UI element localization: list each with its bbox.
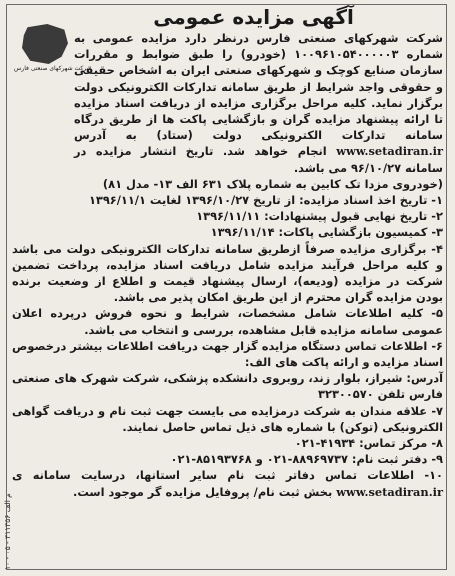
item-9: ۹- دفتر ثبت نام: ۸۸۹۶۹۷۳۷-۰۲۱ و ۸۵۱۹۳۷۶۸-۰۲۱ [170, 452, 443, 467]
ad-body [12, 30, 443, 500]
item-8: ۸- مرکز تماس: ۴۱۹۳۴-۰۲۱ [294, 436, 443, 451]
item-7: ۷- علاقه مندان به شرکت درمزایده می بایست جهت ثبت نام و دریافت گواهی الکترونیکی (توکن) با شماره های ذیل تماس حاصل نمایند. [12, 403, 443, 434]
address-line: آدرس: شیراز، بلوار زند، روبروی دانشکده پزشکی، شرکت شهرک های صنعتی فارس تلفن ۳۲۳۰۰۵۷۰ [12, 371, 443, 402]
side-reference-code: م الف ۳۱۱۳۵۶ - ۰۵ - ۱۰ [3, 493, 12, 570]
logo-caption: شرکت شهرکهای صنعتی فارس [14, 65, 92, 72]
item-3: ۳- کمیسیون بازگشایی پاکات: ۱۳۹۶/۱۱/۱۴ [210, 225, 443, 240]
item-10-text: ۱۰- اطلاعات تماس دفاتر ثبت نام سایر استانها، درسایت سامانه ی [12, 468, 443, 483]
intro-tail: انجام خواهد شد. تاریخ انتشار مزایده در سامانه ۹۶/۱۰/۲۷ می باشد. [74, 144, 443, 175]
item-1: ۱- تاریخ اخذ اسناد مزایده: از تاریخ ۱۳۹۶/۱۰/۲۷ لغایت ۱۳۹۶/۱۱/۱ [88, 193, 443, 208]
item-2: ۲- تاریخ نهایی قبول پیشنهادات: ۱۳۹۶/۱۱/۱۱ [196, 209, 443, 224]
item-5: ۵- کلیه اطلاعات شامل مشخصات، شرایط و نحوه فروش درپرده اعلان عمومی سامانه مزایده قابل مشاهده، بررسی و انتخاب می باشد. [12, 306, 443, 337]
item-6: ۶- اطلاعات تماس دستگاه مزایده گزار جهت دریافت اطلاعات بیشتر درخصوص اسناد مزایده و ارائه پاکت های الف: [12, 338, 443, 370]
ad-title: آگهی مزایده عمومی [153, 5, 354, 29]
item-10 [12, 467, 443, 499]
footer-website: www.setadiran.ir [336, 484, 443, 499]
auction-subject: (خودروی مزدا تک کابین به شماره پلاک ۶۳۱ الف ۱۳- مدل ۸۱) [102, 176, 443, 191]
footer-tail: بخش ثبت نام/ پروفایل مزایده گر موجود است. [73, 484, 333, 499]
intro-website: www.setadiran.ir [336, 144, 444, 159]
item-4: ۴- برگزاری مزایده صرفاً ازطریق سامانه تدارکات الکترونیکی دولت می باشد و کلیه مراحل فرآیند مزایده شامل دریافت اسناد مزایده، پرداخت تضمین شرکت در مزایده (ودیعه)، ارسال پیشنهاد قیمت و اطلاع از وضعیت برنده بودن مزایده گران محترم از این طریق امکان پذیر می باشد. [12, 241, 443, 305]
intro-text: شرکت شهرکهای صنعتی فارس درنظر دارد مزایده عمومی به شماره ۱۰۰۹۶۱۰۵۴۰۰۰۰۰۳ (خودرو) را طبق ضوابط و مقررات سازمان صنایع کوچک و شهرکهای صنعتی ایران به اشخاص حقیقی و حقوقی واجد شرایط از طریق سامانه تدارکات الکترونیکی دولت برگزار نماید. کلیه مراحل برگزاری مزایده از دریافت اسناد مزایده تا ارائه پیشنهاد مزایده گران و بازگشایی پاکت ها از طریق درگاه سامانه تدارکات الکترونیکی دولت (ستاد) به آدرس [74, 31, 443, 143]
intro-paragraph [12, 30, 443, 176]
